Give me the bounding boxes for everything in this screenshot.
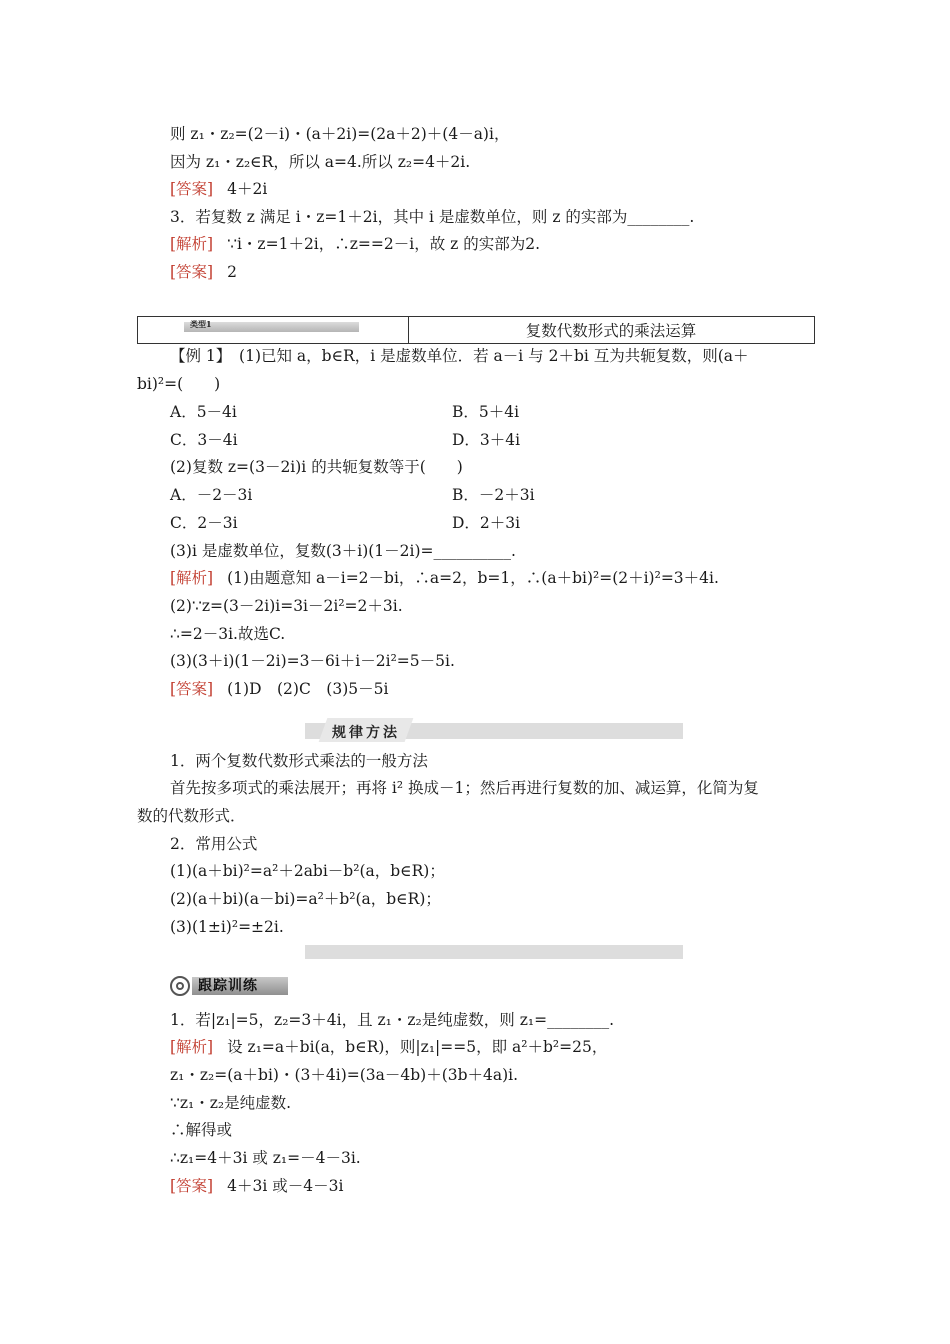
option-b: B．－2＋3i	[452, 486, 535, 504]
answer-value: (1)D (2)C (3)5－5i	[227, 680, 389, 698]
solution-line: ∵z₁・z₂是纯虚数.	[170, 1094, 292, 1112]
answer-tag: [答案]	[170, 263, 214, 281]
option-c: C．2－3i	[170, 514, 238, 532]
option-d: D．2＋3i	[452, 514, 521, 532]
analysis-tag: [解析]	[170, 1038, 214, 1056]
example-question-1: 【例 1】 (1)已知 a，b∈R，i 是虚数单位．若 a－i 与 2＋bi 互为共轭复数，则(a＋	[170, 347, 749, 365]
example-question-2: (2)复数 z=(3－2i)i 的共轭复数等于( )	[170, 458, 463, 476]
example-question-3: (3)i 是虚数单位，复数(3＋i)(1－2i)=__________.	[170, 542, 516, 560]
tracking-question-1: 1．若|z₁|=5，z₂=3＋4i，且 z₁・z₂是纯虚数，则 z₁=________.	[170, 1011, 614, 1029]
solution-line: ∴解得或	[170, 1121, 233, 1139]
formula-line: (2)(a＋bi)(a－bi)=a²＋b²(a，b∈R)；	[170, 890, 441, 908]
answer-line	[170, 262, 237, 282]
answer-line	[170, 679, 388, 699]
analysis-text: (1)由题意知 a－i=2－bi，∴a=2，b=1，∴(a＋bi)²=(2＋i)²=3＋4i.	[227, 569, 719, 587]
option-row	[170, 430, 670, 450]
question-3: 3．若复数 z 满足 i・z=1＋2i，其中 i 是虚数单位，则 z 的实部为________.	[170, 208, 695, 226]
analysis-text: 设 z₁=a＋bi(a，b∈R)，则|z₁|==5，即 a²＋b²=25，	[227, 1038, 608, 1056]
analysis-line	[170, 1037, 607, 1057]
text-line: 则 z₁・z₂=(2－i)・(a＋2i)=(2a＋2)＋(4－a)i，	[170, 125, 510, 143]
analysis-tag: [解析]	[170, 235, 214, 253]
solution-line: ∴=2－3i.故选C.	[170, 625, 286, 643]
example-question-1-cont: bi)²=( )	[137, 375, 221, 393]
analysis-line	[170, 568, 719, 588]
type-header-box	[137, 316, 815, 344]
answer-line	[170, 179, 267, 199]
method-section-bar	[305, 723, 683, 739]
solution-line: ∴z₁=4＋3i 或 z₁=－4－3i.	[170, 1149, 361, 1167]
option-a: A．－2－3i	[170, 486, 253, 504]
option-row	[170, 402, 670, 422]
spiral-icon	[170, 976, 190, 996]
tracking-header	[170, 976, 288, 998]
solution-line: (3)(3＋i)(1－2i)=3－6i＋i－2i²=5－5i.	[170, 652, 455, 670]
formula-line: (3)(1±i)²=±2i.	[170, 918, 284, 936]
answer-tag: [答案]	[170, 1177, 214, 1195]
formula-line: (1)(a＋bi)²=a²＋2abi－b²(a，b∈R)；	[170, 862, 445, 880]
text-line: 因为 z₁・z₂∈R，所以 a=4.所以 z₂=4＋2i.	[170, 153, 471, 171]
option-row	[170, 513, 670, 533]
analysis-text: ∵i・z=1＋2i，∴z==2－i，故 z 的实部为2.	[227, 235, 541, 253]
option-d: D．3＋4i	[452, 431, 521, 449]
answer-line	[170, 1176, 343, 1196]
solution-line: (2)∵z=(3－2i)i=3i－2i²=2＋3i.	[170, 597, 403, 615]
method-line: 1．两个复数代数形式乘法的一般方法	[170, 752, 428, 770]
option-row	[170, 485, 670, 505]
answer-value: 4＋2i	[227, 180, 268, 198]
tracking-title: 跟踪训练	[192, 977, 288, 995]
method-line: 数的代数形式．	[137, 807, 246, 825]
option-c: C．3－4i	[170, 431, 238, 449]
type-badge-cell	[138, 317, 409, 343]
solution-line: z₁・z₂=(a＋bi)・(3＋4i)=(3a－4b)＋(3b＋4a)i.	[170, 1066, 519, 1084]
option-b: B．5＋4i	[452, 403, 520, 421]
method-line: 2．常用公式	[170, 835, 258, 853]
method-line: 首先按多项式的乘法展开；再将 i² 换成－1；然后再进行复数的加、减运算，化简为复	[170, 779, 759, 797]
answer-tag: [答案]	[170, 180, 214, 198]
answer-tag: [答案]	[170, 680, 214, 698]
method-section-end-bar	[305, 945, 683, 959]
analysis-tag: [解析]	[170, 569, 214, 587]
analysis-line	[170, 234, 540, 254]
type-badge	[184, 319, 359, 332]
option-a: A．5－4i	[170, 403, 237, 421]
answer-value: 2	[227, 263, 237, 281]
type-badge-label: 类型1	[190, 319, 212, 329]
answer-value: 4＋3i 或－4－3i	[227, 1177, 344, 1195]
method-section-title: 规律方法	[332, 725, 400, 741]
type-title: 复数代数形式的乘法运算	[525, 322, 697, 340]
